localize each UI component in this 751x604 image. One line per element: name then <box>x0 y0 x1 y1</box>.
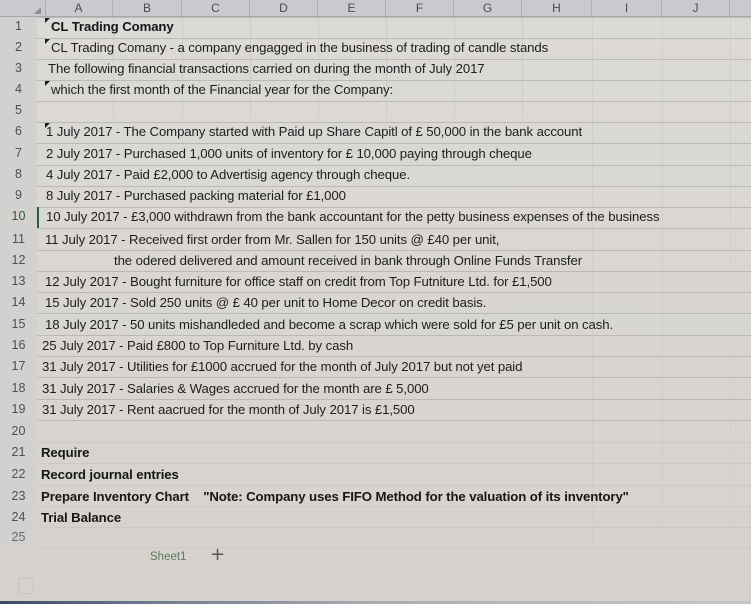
grid-row-line <box>37 506 751 507</box>
grid-row-line <box>37 186 751 187</box>
select-all-triangle-icon <box>34 7 41 14</box>
grid-col-line <box>592 17 593 547</box>
cell-a17[interactable]: 31 July 2017 - Utilities for £1000 accrued for the month of July 2017 but not yet paid <box>42 359 523 374</box>
grid-row-line <box>37 271 751 272</box>
grid-row-line <box>37 207 751 208</box>
row-header-2[interactable]: 2 <box>15 40 22 54</box>
row-header-12[interactable]: 12 <box>11 253 26 267</box>
cell-a4[interactable]: which the first month of the Financial year for the Company: <box>51 82 394 97</box>
grid-row-line <box>37 527 751 528</box>
row-header-11[interactable]: 11 <box>12 232 25 246</box>
column-header-b[interactable]: B <box>113 0 182 16</box>
row-header-1[interactable]: 1 <box>15 19 22 33</box>
cell-a7[interactable]: 2 July 2017 - Purchased 1,000 units of inventory for £ 10,000 paying through cheque <box>46 146 532 161</box>
row-header-13[interactable]: 13 <box>11 274 26 288</box>
row-header-22[interactable]: 22 <box>11 467 26 481</box>
row-header-19[interactable]: 19 <box>11 402 26 416</box>
grid-row-line <box>37 17 751 18</box>
column-header-i[interactable]: I <box>592 0 662 16</box>
grid-row-line <box>37 165 751 166</box>
cell-a1[interactable]: CL Trading Comany <box>51 19 174 34</box>
cell-comment-indicator-icon <box>45 81 50 86</box>
active-cell-marker <box>37 207 39 228</box>
cell-a2[interactable]: CL Trading Comany - a company engagged in the business of trading of candle stands <box>51 40 549 55</box>
grid-row-line <box>37 356 751 357</box>
column-header-c[interactable]: C <box>182 0 250 16</box>
cell-a24[interactable]: Trial Balance <box>41 510 122 525</box>
cell-a8[interactable]: 4 July 2017 - Paid £2,000 to Advertisig agency through cheque. <box>46 167 411 182</box>
cell-a11[interactable]: 11 July 2017 - Received first order from Mr. Sallen for 150 units @ £40 per unit, <box>45 232 500 247</box>
grid-row-line <box>37 399 751 400</box>
row-header-14[interactable]: 14 <box>11 295 26 309</box>
grid-row-line <box>37 442 751 443</box>
column-header-h[interactable]: H <box>522 0 592 16</box>
row-header-21[interactable]: 21 <box>11 445 26 459</box>
row-header-17[interactable]: 17 <box>11 359 26 373</box>
row-header-9[interactable]: 9 <box>15 188 22 202</box>
cell-a18[interactable]: 31 July 2017 - Salaries & Wages accrued for the month are £ 5,000 <box>42 381 429 396</box>
row-header-15[interactable]: 15 <box>11 317 26 331</box>
cell-comment-indicator-icon <box>45 39 50 44</box>
row-header-18[interactable]: 18 <box>11 381 26 395</box>
grid-row-line <box>37 420 751 421</box>
row-header-25[interactable]: 25 <box>11 530 26 544</box>
cell-a15[interactable]: 18 July 2017 - 50 units mishandleded and become a scrap which were sold for £5 per unit on cash. <box>45 317 614 332</box>
grid-row-line <box>37 122 751 123</box>
row-header-4[interactable]: 4 <box>15 82 22 96</box>
grid-row-line <box>37 547 751 548</box>
grid-row-line <box>37 463 751 464</box>
grid-row-line <box>37 292 751 293</box>
row-header-23[interactable]: 23 <box>11 489 26 503</box>
column-header-a[interactable]: A <box>45 0 113 16</box>
column-header-bar <box>0 0 751 17</box>
column-header-g[interactable]: G <box>454 0 522 16</box>
cell-a3[interactable]: The following financial transactions carried on during the month of July 2017 <box>48 61 485 76</box>
cell-a14[interactable]: 15 July 2017 - Sold 250 units @ £ 40 per unit to Home Decor on credit basis. <box>45 295 487 310</box>
cell-a13[interactable]: 12 July 2017 - Bought furniture for office staff on credit from Top Futniture Ltd. for £1,500 <box>45 274 552 289</box>
grid-row-line <box>37 143 751 144</box>
cell-a19[interactable]: 31 July 2017 - Rent aacrued for the month of July 2017 is £1,500 <box>42 402 415 417</box>
cell-a22[interactable]: Record journal entries <box>41 467 179 482</box>
grid-row-line <box>37 250 751 251</box>
cell-a12[interactable]: the odered delivered and amount received in bank through Online Funds Transfer <box>114 253 582 268</box>
row-header-24[interactable]: 24 <box>11 510 26 524</box>
grid-row-line <box>37 38 751 39</box>
select-all-button[interactable] <box>0 0 46 16</box>
grid-col-line <box>662 17 663 547</box>
sheet-tab-sheet1[interactable]: Sheet1 <box>150 551 187 563</box>
row-header-8[interactable]: 8 <box>15 167 22 181</box>
cell-a23[interactable]: Prepare Inventory Chart "Note: Company uses FIFO Method for the valuation of its inventory" <box>41 489 629 504</box>
grid-row-line <box>37 228 751 229</box>
row-header-10[interactable]: 10 <box>11 209 26 223</box>
grid-row-line <box>37 101 751 102</box>
grid-row-line <box>37 335 751 336</box>
column-header-d[interactable]: D <box>250 0 318 16</box>
cell-a21[interactable]: Require <box>41 445 90 460</box>
row-header-7[interactable]: 7 <box>15 146 22 160</box>
row-header-5[interactable]: 5 <box>15 103 22 117</box>
row-header-20[interactable]: 20 <box>11 424 26 438</box>
grid-row-line <box>37 59 751 60</box>
column-header-e[interactable]: E <box>318 0 386 16</box>
cell-comment-indicator-icon <box>45 18 50 23</box>
column-header-j[interactable]: J <box>662 0 730 16</box>
cell-a9[interactable]: 8 July 2017 - Purchased packing material for £1,000 <box>46 188 346 203</box>
grid-col-line <box>522 17 523 117</box>
grid-row-line <box>37 377 751 378</box>
cell-a16[interactable]: 25 July 2017 - Paid £800 to Top Furniture Ltd. by cash <box>42 338 354 353</box>
grid-row-line <box>37 80 751 81</box>
grid-col-line <box>730 17 731 547</box>
grid-row-line <box>37 485 751 486</box>
grid-row-line <box>37 313 751 314</box>
cell-a6[interactable]: 1 July 2017 - The Company started with Paid up Share Capitl of £ 50,000 in the bank account <box>46 124 583 139</box>
add-sheet-button[interactable]: + <box>210 544 226 565</box>
row-header-3[interactable]: 3 <box>15 61 22 75</box>
row-header-6[interactable]: 6 <box>15 124 22 138</box>
cell-a10[interactable]: 10 July 2017 - £3,000 withdrawn from the bank accountant for the petty business expenses of the business <box>46 209 660 224</box>
column-header-f[interactable]: F <box>386 0 454 16</box>
sheet-nav-icon <box>18 578 34 594</box>
row-header-16[interactable]: 16 <box>11 338 26 352</box>
